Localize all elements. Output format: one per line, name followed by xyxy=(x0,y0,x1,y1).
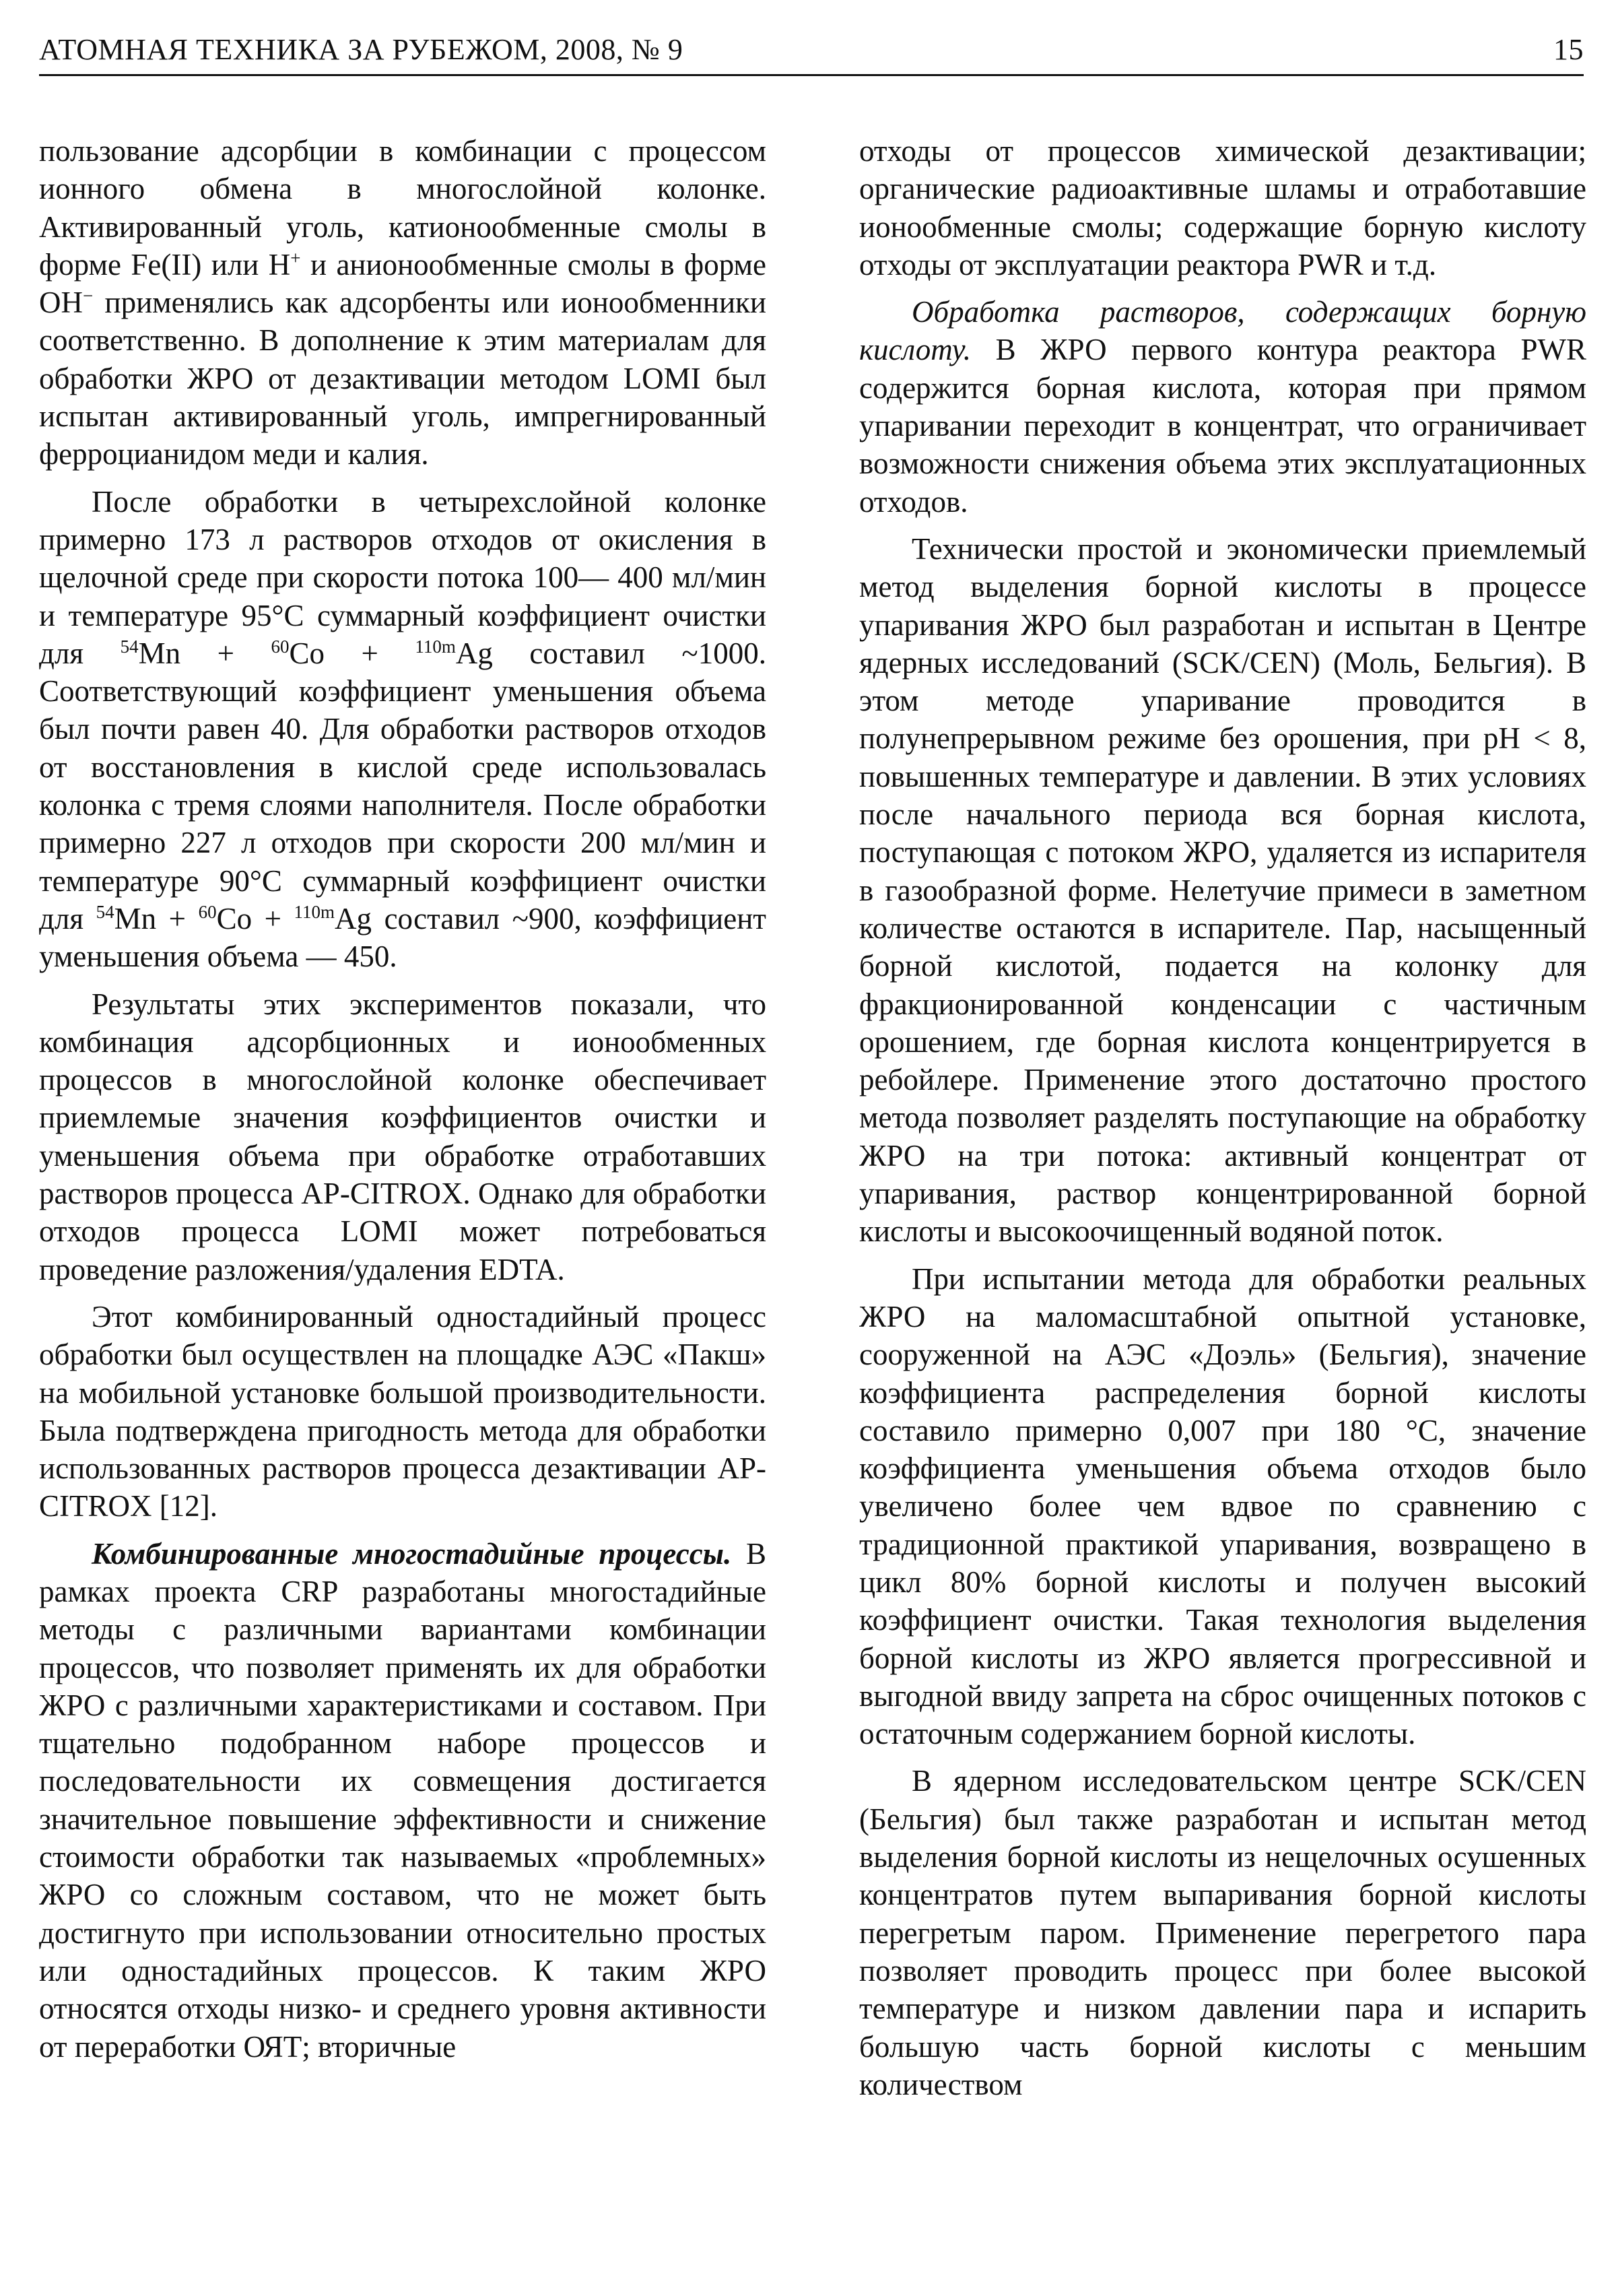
paragraph: Комбинированные многостадийные процессы. В рамках проекта CRP разработаны многостадийные методы с различными вариантами комбинации процессов, что позволяет применять их для обработки ЖРО с различными характеристиками и составом. При тщательно подобранном наборе процессов и последовательности их совмещения достигается значительное повышение эффективности и снижение стоимости обработки так называемых «проблемных» ЖРО со сложным составом, что не может быть достигнуто при использовании относительно простых или одностадийных процессов. К таким ЖРО относятся отходы низко- и среднего уровня активности от переработки ОЯТ; вторичные xyxy=(39,1536,766,2064)
right-column xyxy=(859,132,1586,2113)
section-heading: Комбинированные многостадийные процессы. xyxy=(92,1536,732,1571)
paragraph: После обработки в четырехслойной колонке примерно 173 л растворов отходов от окисления в щелочной среде при скорости потока 100— 400 мл/мин и температуре 95°С суммарный коэффициент очистки для $^{54}$Mn + $^{60}$Co + $^{110m}$Ag составил ~1000. Соответствующий коэффициент уменьшения объема был почти равен 40. Для обработки растворов отходов от восстановления в кислой среде использовалась колонка с тремя слоями наполнителя. После обработки примерно 227 л отходов при скорости 200 мл/мин и температуре 90°С суммарный коэффициент очистки для $^{54}$Mn + $^{60}$Co + $^{110m}$Ag составил ~900, коэффициент уменьшения объема — 450. xyxy=(39,484,766,974)
journal-title: АТОМНАЯ ТЕХНИКА ЗА РУБЕЖОМ, 2008, № 9 xyxy=(39,33,683,66)
page-number: 15 xyxy=(1553,33,1584,66)
paragraph: пользование адсорбции в комбинации с процессом ионного обмена в многослойной колонке. Активированный уголь, катионообменные смолы в форме Fe(II) или H+ и анионообменные смолы в форме OH− применялись как адсорбенты или ионообменники соответственно. В дополнение к этим материалам для обработки ЖРО от дезактивации методом LOMI был испытан активированный уголь, импрегнированный ферроцианидом меди и калия. xyxy=(39,134,766,471)
subsection-heading: Обработка растворов, содержащих борную кислоту. xyxy=(859,295,1586,367)
running-header xyxy=(39,26,1584,76)
paragraph: Обработка растворов, содержащих борную кислоту. В ЖРО первого контура реактора PWR содержится борная кислота, которая при прямом упаривании переходит в концентрат, что ограничивает возможности снижения объема этих эксплуатационных отходов. xyxy=(859,295,1586,519)
paragraph: В ядерном исследовательском центре SCK/CEN (Бельгия) был также разработан и испытан метод выделения борной кислоты из нещелочных осушенных концентратов путем выпаривания борной кислоты перегретым паром. Применение перегретого пара позволяет проводить процесс при более высокой температуре и низком давлении пара и испарить большую часть борной кислоты с меньшим количеством xyxy=(859,1764,1586,2101)
paragraph: отходы от процессов химической дезактивации; органические радиоактивные шламы и отработавшие ионообменные смолы; содержащие борную кислоту отходы от эксплуатации реактора PWR и т.д. xyxy=(859,134,1586,282)
paragraph: При испытании метода для обработки реальных ЖРО на маломасштабной опытной установке, сооруженной на АЭС «Доэль» (Бельгия), значение коэффициента распределения борной кислоты составило примерно 0,007 при 180 °С, значение коэффициента уменьшения объема отходов было увеличено более чем вдвое по сравнению с традиционной практикой упаривания, возвращено в цикл 80% борной кислоты и получен высокий коэффициент очистки. Такая технология выделения борной кислоты из ЖРО является прогрессивной и выгодной ввиду запрета на сброс очищенных потоков с остаточным содержанием борной кислоты. xyxy=(859,1261,1586,1751)
paragraph: Этот комбинированный одностадийный процесс обработки был осуществлен на площадке АЭС «Пакш» на мобильной установке большой производительности. Была подтверждена пригодность метода для обработки использованных растворов процесса дезактивации AP-CITROX [12]. xyxy=(39,1299,766,1523)
left-column xyxy=(39,132,766,2075)
paragraph: Результаты этих экспериментов показали, что комбинация адсорбционных и ионообменных процессов в многослойной колонке обеспечивает приемлемые значения коэффициентов очистки и уменьшения объема при обработке отработавших растворов процесса AP-CITROX. Однако для обработки отходов процесса LOMI может потребоваться проведение разложения/удаления EDTA. xyxy=(39,987,766,1286)
paragraph: Технически простой и экономически приемлемый метод выделения борной кислоты в процессе упаривания ЖРО был разработан и испытан в Центре ядерных исследований (SCK/CEN) (Моль, Бельгия). В этом методе упаривание проводится в полунепрерывном режиме без орошения, при pH < 8, повышенных температуре и давлении. В этих условиях после начального периода вся борная кислота, поступающая с потоком ЖРО, удаляется из испарителя в газообразной форме. Нелетучие примеси в заметном количестве остаются в испарителе. Пар, насыщенный борной кислотой, подается на колонку для фракционированной конденсации с частичным орошением, где борная кислота концентрируется в ребойлере. Применение этого достаточно простого метода позволяет разделять поступающие на обработку ЖРО на три потока: активный концентрат от упаривания, раствор концентрированной борной кислоты и высокоочищенный водяной поток. xyxy=(859,531,1586,1249)
